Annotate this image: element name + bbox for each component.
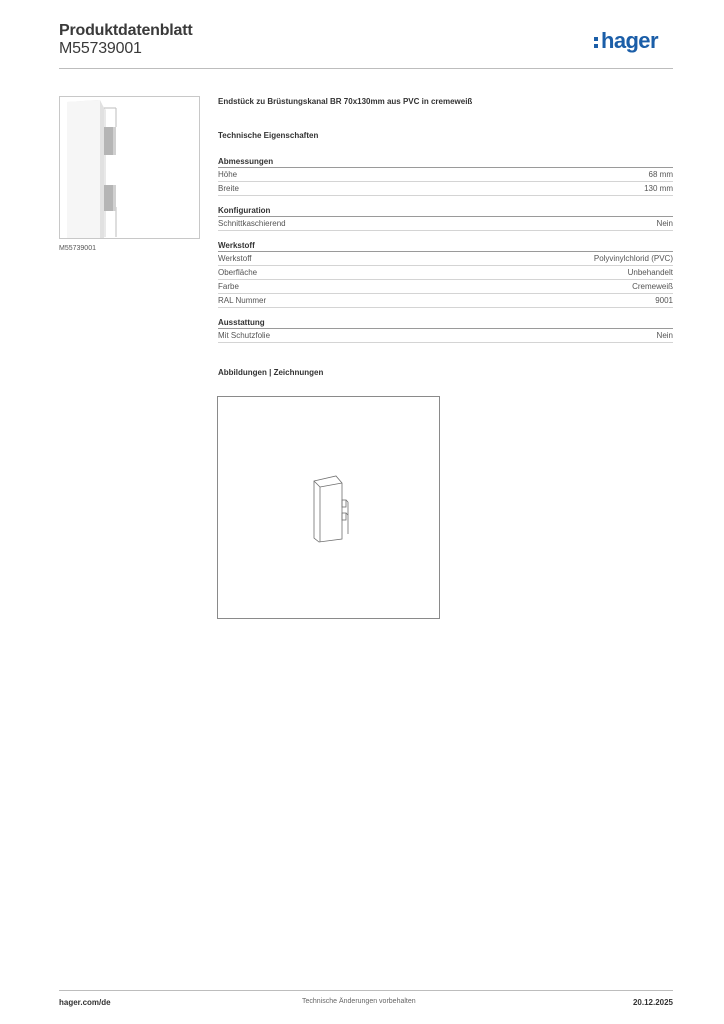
- spec-row: [218, 182, 673, 196]
- spec-row: [218, 266, 673, 280]
- group-abmessungen: [218, 156, 673, 196]
- spec-label: Schnittkaschierend: [218, 219, 286, 228]
- group-title: Konfiguration: [218, 205, 673, 217]
- product-description: Endstück zu Brüstungskanal BR 70x130mm aus PVC in cremeweiß: [218, 97, 473, 106]
- spec-value: 130 mm: [644, 184, 673, 193]
- spec-label: Breite: [218, 184, 239, 193]
- spec-row: [218, 217, 673, 231]
- footer-website-link[interactable]: hager.com/de: [59, 998, 111, 1007]
- header-divider: [59, 68, 673, 69]
- end-cap-photo-icon: [60, 97, 200, 239]
- footer-notice: Technische Änderungen vorbehalten: [302, 998, 416, 1005]
- group-title: Werkstoff: [218, 240, 673, 252]
- group-title: Abmessungen: [218, 156, 673, 168]
- spec-label: RAL Nummer: [218, 296, 267, 305]
- product-details: [218, 96, 673, 378]
- logo-text: hager: [601, 28, 658, 53]
- article-number: M55739001: [59, 40, 142, 57]
- footer-divider: [59, 990, 673, 991]
- hager-logo[interactable]: [594, 28, 658, 54]
- spec-value: Polyvinylchlorid (PVC): [593, 254, 673, 263]
- spec-value: 68 mm: [648, 170, 673, 179]
- spec-row: [218, 252, 673, 266]
- spec-label: Werkstoff: [218, 254, 252, 263]
- spec-value: Unbehandelt: [627, 268, 673, 277]
- spec-label: Oberfläche: [218, 268, 258, 277]
- product-image-caption: M55739001: [59, 245, 96, 252]
- spec-label: Mit Schutzfolie: [218, 331, 271, 340]
- group-ausstattung: [218, 317, 673, 343]
- group-konfiguration: [218, 205, 673, 231]
- spec-value: 9001: [655, 296, 673, 305]
- group-werkstoff: [218, 240, 673, 308]
- technical-heading: Technische Eigenschaften: [218, 131, 319, 140]
- spec-row: [218, 329, 673, 343]
- drawing-frame: [217, 396, 440, 619]
- product-image: [59, 96, 200, 239]
- logo-dots-icon: [594, 32, 600, 50]
- page-title: Produktdatenblatt: [59, 22, 193, 39]
- spec-value: Cremeweiß: [632, 282, 673, 291]
- spec-label: Farbe: [218, 282, 239, 291]
- spec-label: Höhe: [218, 170, 238, 179]
- group-title: Ausstattung: [218, 317, 673, 329]
- end-cap-drawing-icon: [218, 397, 439, 618]
- spec-value: Nein: [656, 219, 673, 228]
- footer-date: 20.12.2025: [632, 998, 673, 1007]
- spec-value: Nein: [656, 331, 673, 340]
- spec-row: [218, 280, 673, 294]
- drawings-heading: Abbildungen | Zeichnungen: [218, 368, 324, 377]
- spec-row: [218, 168, 673, 182]
- spec-row: [218, 294, 673, 308]
